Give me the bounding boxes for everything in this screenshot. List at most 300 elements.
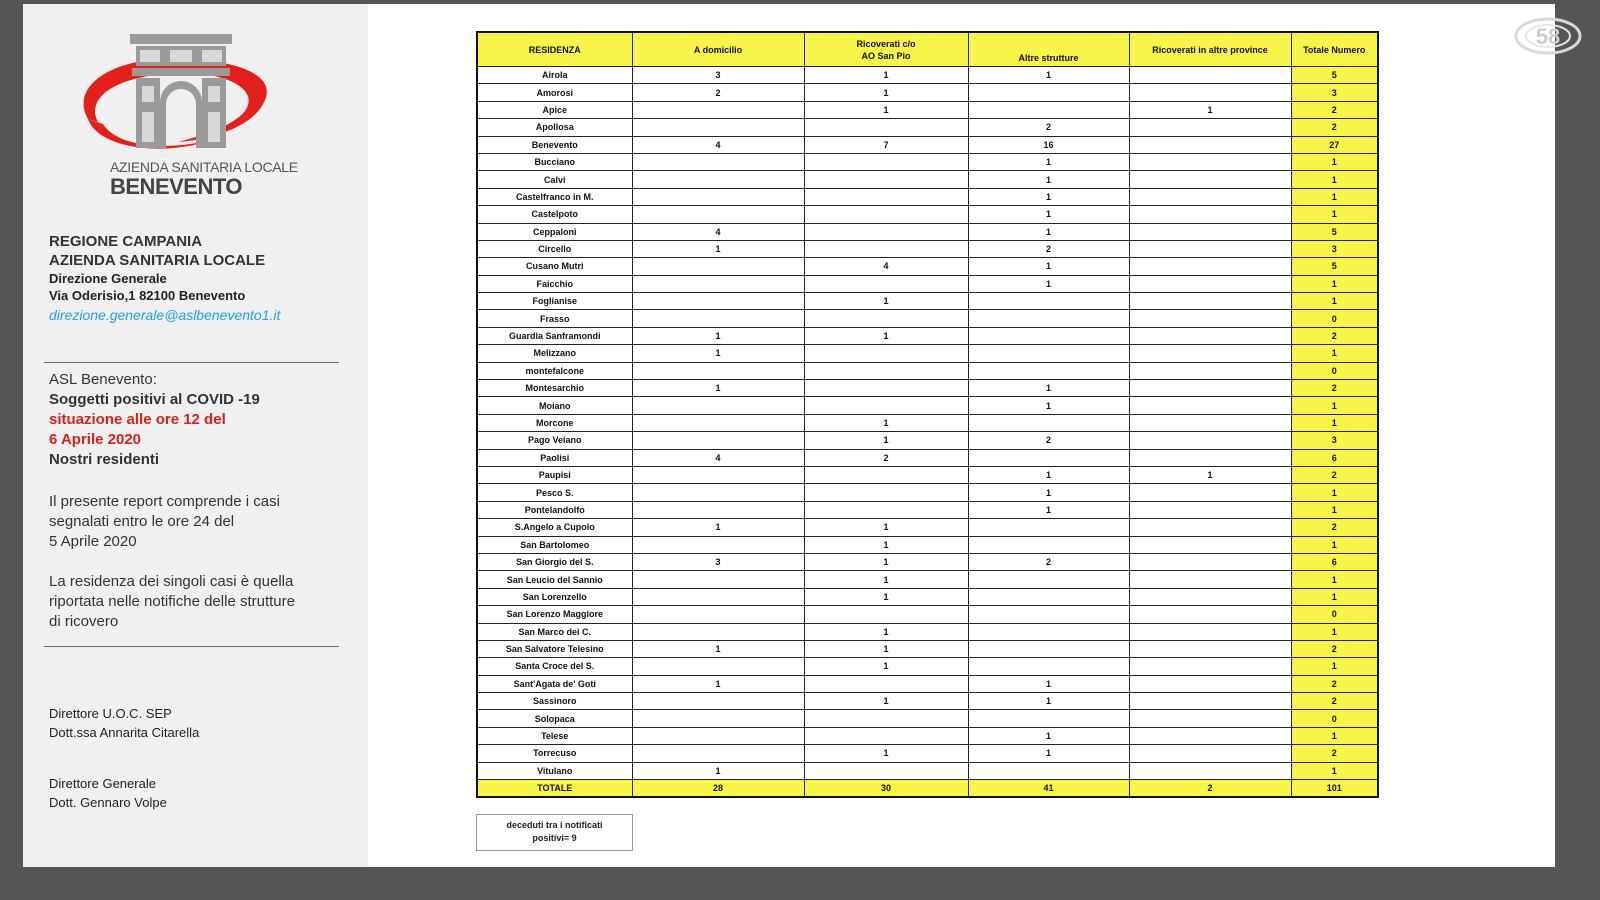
cell-a-domicilio — [632, 536, 804, 553]
table-row — [477, 536, 1378, 553]
cell-altre-strutture — [968, 310, 1129, 327]
table-row — [477, 623, 1378, 640]
table-row — [477, 745, 1378, 762]
cell-altre-province — [1129, 188, 1291, 205]
cell-altre-strutture — [968, 623, 1129, 640]
cell-a-domicilio: 1 — [632, 519, 804, 536]
cell-altre-strutture: 1 — [968, 258, 1129, 275]
cell-ricoverati-san-pio — [804, 188, 968, 205]
cell-a-domicilio — [632, 466, 804, 483]
cell-totale: 1 — [1291, 536, 1378, 553]
cell-ricoverati-san-pio: 4 — [804, 258, 968, 275]
header-ricoverati-san-pio — [804, 32, 968, 67]
table-row — [477, 727, 1378, 744]
cell-totale: 1 — [1291, 171, 1378, 188]
cell-residenza: Amorosi — [477, 84, 632, 101]
header-ricoverati-line1: Ricoverati c/o — [856, 38, 916, 49]
cell-residenza: Apice — [477, 101, 632, 118]
cell-residenza: Airola — [477, 67, 632, 84]
cell-altre-strutture: 1 — [968, 675, 1129, 692]
table-row — [477, 397, 1378, 414]
table-row — [477, 553, 1378, 570]
cell-residenza: Melizzano — [477, 345, 632, 362]
cell-a-domicilio — [632, 693, 804, 710]
deaths-note — [476, 814, 633, 851]
cell-totale: 1 — [1291, 727, 1378, 744]
table-row — [477, 206, 1378, 223]
cell-altre-strutture: 1 — [968, 275, 1129, 292]
agency-label: AZIENDA SANITARIA LOCALE — [49, 252, 266, 269]
cell-totale: 27 — [1291, 136, 1378, 153]
table-row — [477, 571, 1378, 588]
cell-totale: 5 — [1291, 223, 1378, 240]
cell-altre-strutture — [968, 640, 1129, 657]
cell-ricoverati-san-pio — [804, 240, 968, 257]
cell-totale: 1 — [1291, 762, 1378, 779]
report-date-line1: situazione alle ore 12 del — [49, 411, 226, 428]
cell-residenza: Ceppaloni — [477, 223, 632, 240]
cell-altre-strutture: 1 — [968, 153, 1129, 170]
cell-totale: 1 — [1291, 275, 1378, 292]
cell-a-domicilio — [632, 710, 804, 727]
cell-residenza: Faicchio — [477, 275, 632, 292]
cell-altre-strutture: 2 — [968, 432, 1129, 449]
cell-a-domicilio: 1 — [632, 240, 804, 257]
total-cell-totale: 101 — [1291, 780, 1378, 798]
cell-a-domicilio — [632, 310, 804, 327]
cell-ricoverati-san-pio: 1 — [804, 414, 968, 431]
cell-altre-province — [1129, 745, 1291, 762]
paragraph-line: segnalati entro le ore 24 del — [49, 513, 235, 530]
cell-totale: 1 — [1291, 623, 1378, 640]
cell-altre-province — [1129, 710, 1291, 727]
cell-altre-province — [1129, 293, 1291, 310]
cell-totale: 0 — [1291, 362, 1378, 379]
cell-totale: 3 — [1291, 432, 1378, 449]
cell-totale: 0 — [1291, 710, 1378, 727]
agency-header — [49, 232, 280, 326]
cell-residenza: Pontelandolfo — [477, 501, 632, 518]
table-row — [477, 710, 1378, 727]
table-row — [477, 275, 1378, 292]
header-totale: Totale Numero — [1291, 32, 1378, 67]
cell-a-domicilio — [632, 397, 804, 414]
cell-a-domicilio: 4 — [632, 136, 804, 153]
cell-residenza: Frasso — [477, 310, 632, 327]
cell-totale: 1 — [1291, 501, 1378, 518]
header-ricoverati-line2: AO San Pio — [861, 50, 911, 61]
cell-altre-strutture: 1 — [968, 380, 1129, 397]
cell-totale: 1 — [1291, 588, 1378, 605]
cell-altre-strutture: 1 — [968, 397, 1129, 414]
cell-totale: 2 — [1291, 466, 1378, 483]
cell-totale: 5 — [1291, 67, 1378, 84]
header-a-domicilio: A domicilio — [632, 32, 804, 67]
cell-ricoverati-san-pio — [804, 362, 968, 379]
cell-residenza: San Giorgio del S. — [477, 553, 632, 570]
cell-totale: 1 — [1291, 658, 1378, 675]
cell-residenza: Apollosa — [477, 119, 632, 136]
cell-totale: 2 — [1291, 693, 1378, 710]
table-row — [477, 101, 1378, 118]
cell-totale: 1 — [1291, 345, 1378, 362]
header-residenza: RESIDENZA — [477, 32, 632, 67]
paragraph-line: 5 Aprile 2020 — [49, 533, 137, 550]
cell-altre-strutture — [968, 658, 1129, 675]
cell-totale: 1 — [1291, 188, 1378, 205]
cell-residenza: Bucciano — [477, 153, 632, 170]
cell-altre-strutture — [968, 536, 1129, 553]
cell-ricoverati-san-pio — [804, 275, 968, 292]
cell-altre-province — [1129, 693, 1291, 710]
cell-ricoverati-san-pio: 2 — [804, 449, 968, 466]
cell-ricoverati-san-pio: 1 — [804, 640, 968, 657]
cell-residenza: Montesarchio — [477, 380, 632, 397]
cell-residenza: montefalcone — [477, 362, 632, 379]
cell-a-domicilio — [632, 362, 804, 379]
table-row — [477, 223, 1378, 240]
cell-altre-strutture: 1 — [968, 188, 1129, 205]
cell-altre-province — [1129, 223, 1291, 240]
table-row — [477, 484, 1378, 501]
cell-totale: 1 — [1291, 414, 1378, 431]
cell-residenza: Morcone — [477, 414, 632, 431]
cell-ricoverati-san-pio: 1 — [804, 571, 968, 588]
cell-altre-strutture — [968, 519, 1129, 536]
cell-altre-province — [1129, 606, 1291, 623]
signature-name: Dott.ssa Annarita Citarella — [49, 725, 200, 740]
cell-altre-province — [1129, 658, 1291, 675]
cell-residenza: Paolisi — [477, 449, 632, 466]
cell-altre-province — [1129, 536, 1291, 553]
cell-a-domicilio: 2 — [632, 84, 804, 101]
cell-altre-strutture — [968, 449, 1129, 466]
paragraph-line: di ricovero — [49, 613, 119, 630]
cell-altre-province — [1129, 327, 1291, 344]
cell-ricoverati-san-pio — [804, 380, 968, 397]
cell-a-domicilio — [632, 658, 804, 675]
cell-residenza: Santa Croce del S. — [477, 658, 632, 675]
cell-altre-strutture: 1 — [968, 501, 1129, 518]
cell-residenza: San Lorenzello — [477, 588, 632, 605]
header-altre-strutture: Altre strutture — [968, 32, 1129, 67]
note-line2: positivi= 9 — [532, 833, 577, 843]
cell-altre-strutture: 2 — [968, 240, 1129, 257]
cell-residenza: Guardia Sanframondi — [477, 327, 632, 344]
cell-altre-province — [1129, 67, 1291, 84]
cell-residenza: Pesco S. — [477, 484, 632, 501]
cell-a-domicilio: 1 — [632, 640, 804, 657]
cell-altre-province — [1129, 397, 1291, 414]
cell-altre-strutture: 2 — [968, 119, 1129, 136]
cell-a-domicilio — [632, 501, 804, 518]
cell-residenza: Calvi — [477, 171, 632, 188]
cell-residenza: Benevento — [477, 136, 632, 153]
cell-residenza: San Bartolomeo — [477, 536, 632, 553]
total-cell-a-domicilio: 28 — [632, 780, 804, 798]
table-row — [477, 84, 1378, 101]
cell-a-domicilio: 3 — [632, 553, 804, 570]
cell-altre-strutture — [968, 84, 1129, 101]
cell-residenza: San Marco dei C. — [477, 623, 632, 640]
cell-altre-strutture: 2 — [968, 553, 1129, 570]
table-row — [477, 67, 1378, 84]
cell-altre-strutture — [968, 101, 1129, 118]
cell-residenza: S.Angelo a Cupolo — [477, 519, 632, 536]
cell-altre-province — [1129, 310, 1291, 327]
cell-residenza: Castelpoto — [477, 206, 632, 223]
cell-ricoverati-san-pio: 1 — [804, 101, 968, 118]
cell-ricoverati-san-pio: 1 — [804, 519, 968, 536]
cell-ricoverati-san-pio: 1 — [804, 693, 968, 710]
cell-altre-province — [1129, 206, 1291, 223]
divider — [44, 646, 339, 647]
cell-residenza: Castelfranco in M. — [477, 188, 632, 205]
table-row — [477, 501, 1378, 518]
table-row — [477, 693, 1378, 710]
cell-totale: 2 — [1291, 119, 1378, 136]
cell-a-domicilio: 1 — [632, 345, 804, 362]
table-row — [477, 588, 1378, 605]
cell-a-domicilio — [632, 745, 804, 762]
table-row — [477, 466, 1378, 483]
cell-altre-province — [1129, 675, 1291, 692]
cell-altre-strutture — [968, 293, 1129, 310]
cell-residenza: Paupisi — [477, 466, 632, 483]
cell-residenza: Torrecuso — [477, 745, 632, 762]
logo-title: BENEVENTO — [110, 174, 243, 199]
cell-ricoverati-san-pio — [804, 762, 968, 779]
table-row — [477, 240, 1378, 257]
cell-altre-province — [1129, 640, 1291, 657]
cell-altre-province — [1129, 362, 1291, 379]
cell-totale: 2 — [1291, 640, 1378, 657]
table-row — [477, 658, 1378, 675]
cell-totale: 2 — [1291, 380, 1378, 397]
cell-residenza: Sant'Agata de' Goti — [477, 675, 632, 692]
cases-table — [476, 31, 1379, 798]
report-heading — [49, 370, 260, 470]
total-cell-altre-strutture: 41 — [968, 780, 1129, 798]
table-row — [477, 414, 1378, 431]
cell-residenza: Foglianise — [477, 293, 632, 310]
cell-a-domicilio: 1 — [632, 762, 804, 779]
cell-ricoverati-san-pio — [804, 466, 968, 483]
cell-totale: 2 — [1291, 675, 1378, 692]
table-row — [477, 432, 1378, 449]
cell-altre-province — [1129, 553, 1291, 570]
signature-role: Direttore U.O.C. SEP — [49, 706, 172, 721]
signature-general-director — [49, 774, 167, 812]
cell-altre-strutture — [968, 327, 1129, 344]
cell-totale: 1 — [1291, 153, 1378, 170]
signature-sep-director — [49, 704, 199, 742]
cell-a-domicilio — [632, 188, 804, 205]
address-label: Via Oderisio,1 82100 Benevento — [49, 288, 246, 303]
table-row — [477, 762, 1378, 779]
document-page — [23, 4, 1561, 867]
cell-ricoverati-san-pio — [804, 345, 968, 362]
cell-ricoverati-san-pio — [804, 501, 968, 518]
cell-residenza: Sassinoro — [477, 693, 632, 710]
table-total-row — [477, 780, 1378, 798]
cell-ricoverati-san-pio: 1 — [804, 536, 968, 553]
total-cell-residenza: TOTALE — [477, 780, 632, 798]
cell-totale: 1 — [1291, 293, 1378, 310]
cell-altre-province — [1129, 762, 1291, 779]
header-altre-province: Ricoverati in altre province — [1129, 32, 1291, 67]
cell-a-domicilio — [632, 484, 804, 501]
signature-role: Direttore Generale — [49, 776, 156, 791]
cell-a-domicilio — [632, 293, 804, 310]
cell-a-domicilio — [632, 119, 804, 136]
cell-ricoverati-san-pio — [804, 223, 968, 240]
cell-ricoverati-san-pio — [804, 727, 968, 744]
cell-residenza: San Salvatore Telesino — [477, 640, 632, 657]
cell-ricoverati-san-pio: 1 — [804, 623, 968, 640]
cell-ricoverati-san-pio — [804, 675, 968, 692]
table-row — [477, 171, 1378, 188]
cell-totale: 6 — [1291, 553, 1378, 570]
cell-altre-province — [1129, 380, 1291, 397]
watermark-text: 58 — [1535, 24, 1561, 49]
cell-ricoverati-san-pio: 1 — [804, 553, 968, 570]
cell-residenza: Cusano Mutri — [477, 258, 632, 275]
cell-residenza: San Lorenzo Maggiore — [477, 606, 632, 623]
cell-totale: 1 — [1291, 484, 1378, 501]
cell-altre-strutture — [968, 571, 1129, 588]
cell-altre-province — [1129, 136, 1291, 153]
cell-altre-province: 1 — [1129, 466, 1291, 483]
cell-altre-province — [1129, 571, 1291, 588]
cell-ricoverati-san-pio: 1 — [804, 293, 968, 310]
table-row — [477, 449, 1378, 466]
cell-a-domicilio — [632, 275, 804, 292]
cell-ricoverati-san-pio: 1 — [804, 67, 968, 84]
cell-altre-province — [1129, 501, 1291, 518]
residence-paragraph — [49, 572, 295, 632]
cell-totale: 6 — [1291, 449, 1378, 466]
paragraph-line: Il presente report comprende i casi — [49, 493, 280, 510]
cell-altre-province — [1129, 258, 1291, 275]
cell-ricoverati-san-pio — [804, 119, 968, 136]
cell-a-domicilio: 4 — [632, 449, 804, 466]
cell-totale: 2 — [1291, 519, 1378, 536]
table-row — [477, 119, 1378, 136]
cell-altre-province — [1129, 153, 1291, 170]
cell-altre-strutture — [968, 606, 1129, 623]
note-line1: deceduti tra i notificati — [506, 820, 603, 830]
table-row — [477, 519, 1378, 536]
cell-totale: 2 — [1291, 327, 1378, 344]
cell-ricoverati-san-pio — [804, 206, 968, 223]
cell-a-domicilio: 1 — [632, 675, 804, 692]
cell-altre-province: 1 — [1129, 101, 1291, 118]
cell-altre-strutture — [968, 345, 1129, 362]
region-label: REGIONE CAMPANIA — [49, 233, 203, 250]
email-link[interactable]: direzione.generale@aslbenevento1.it — [49, 307, 281, 323]
table-header-row — [477, 32, 1378, 67]
cell-altre-strutture: 1 — [968, 727, 1129, 744]
cell-residenza: Moiano — [477, 397, 632, 414]
cell-a-domicilio: 1 — [632, 380, 804, 397]
logo-caption: AZIENDA SANITARIA LOCALE — [110, 159, 298, 175]
channel-58-logo-icon — [1513, 16, 1583, 56]
cell-ricoverati-san-pio: 1 — [804, 432, 968, 449]
cell-ricoverati-san-pio — [804, 171, 968, 188]
cell-altre-strutture — [968, 710, 1129, 727]
cell-altre-province — [1129, 171, 1291, 188]
cell-totale: 1 — [1291, 571, 1378, 588]
cell-totale: 1 — [1291, 397, 1378, 414]
cell-altre-province — [1129, 345, 1291, 362]
cell-residenza: Vitulano — [477, 762, 632, 779]
cell-altre-province — [1129, 519, 1291, 536]
cell-ricoverati-san-pio — [804, 710, 968, 727]
table-row — [477, 380, 1378, 397]
cell-a-domicilio — [632, 258, 804, 275]
report-scope-paragraph — [49, 492, 280, 552]
cell-residenza: Telese — [477, 727, 632, 744]
table-row — [477, 258, 1378, 275]
cell-residenza: Circello — [477, 240, 632, 257]
cell-a-domicilio — [632, 153, 804, 170]
divider — [44, 362, 339, 363]
cell-a-domicilio — [632, 101, 804, 118]
cell-ricoverati-san-pio: 1 — [804, 327, 968, 344]
cell-ricoverati-san-pio — [804, 397, 968, 414]
cell-altre-province — [1129, 484, 1291, 501]
cell-altre-province — [1129, 449, 1291, 466]
cell-altre-strutture — [968, 414, 1129, 431]
cell-altre-strutture: 1 — [968, 693, 1129, 710]
cell-altre-province — [1129, 240, 1291, 257]
sidebar — [23, 4, 368, 867]
cell-altre-province — [1129, 414, 1291, 431]
cell-altre-strutture: 1 — [968, 223, 1129, 240]
cell-altre-province — [1129, 119, 1291, 136]
direction-label: Direzione Generale — [49, 271, 167, 286]
cell-a-domicilio — [632, 414, 804, 431]
table-row — [477, 188, 1378, 205]
cell-ricoverati-san-pio: 7 — [804, 136, 968, 153]
cell-totale: 0 — [1291, 606, 1378, 623]
cell-altre-strutture: 1 — [968, 484, 1129, 501]
cell-a-domicilio — [632, 727, 804, 744]
paragraph-line: La residenza dei singoli casi è quella — [49, 573, 294, 590]
table-row — [477, 310, 1378, 327]
cell-a-domicilio — [632, 606, 804, 623]
table-row — [477, 640, 1378, 657]
cell-altre-province — [1129, 623, 1291, 640]
cell-a-domicilio: 4 — [632, 223, 804, 240]
cell-altre-strutture: 1 — [968, 67, 1129, 84]
cell-totale: 0 — [1291, 310, 1378, 327]
cell-altre-province — [1129, 588, 1291, 605]
cell-totale: 5 — [1291, 258, 1378, 275]
cell-altre-province — [1129, 275, 1291, 292]
total-cell-ricoverati-san-pio: 30 — [804, 780, 968, 798]
cell-altre-strutture: 1 — [968, 206, 1129, 223]
cell-ricoverati-san-pio — [804, 153, 968, 170]
cell-altre-province — [1129, 727, 1291, 744]
signature-name: Dott. Gennaro Volpe — [49, 795, 167, 810]
table-row — [477, 293, 1378, 310]
cell-ricoverati-san-pio: 1 — [804, 658, 968, 675]
table-row — [477, 345, 1378, 362]
cell-altre-strutture — [968, 362, 1129, 379]
cell-a-domicilio: 1 — [632, 327, 804, 344]
